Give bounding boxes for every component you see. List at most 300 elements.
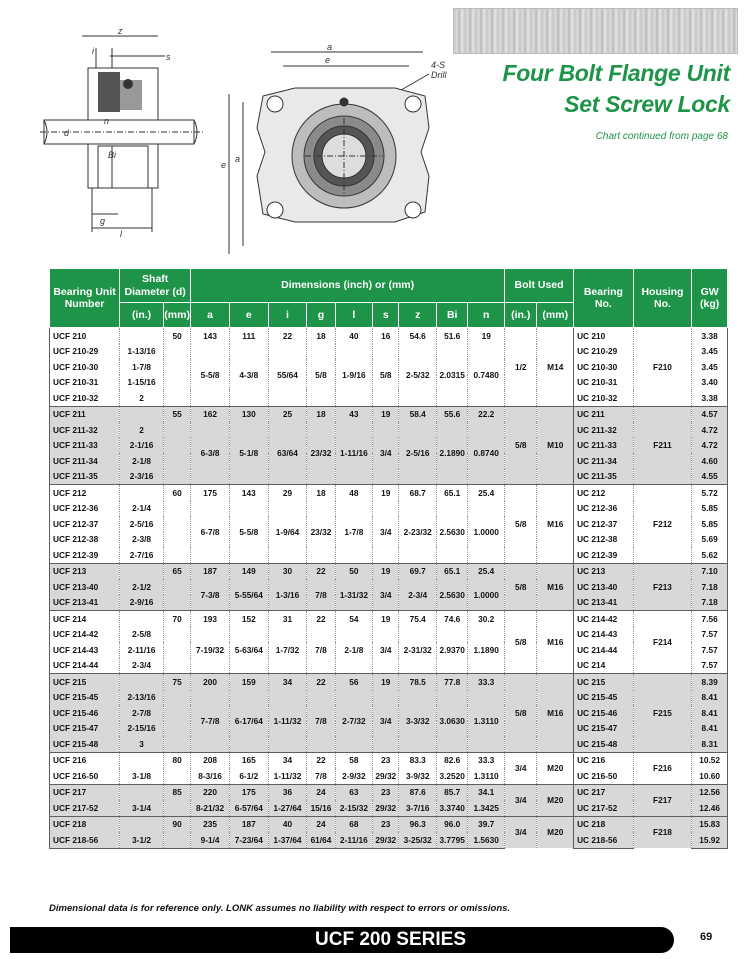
cell-dim-e-in: 6-1/2 xyxy=(229,768,268,784)
cell-model: UCF 218-56 xyxy=(50,832,120,848)
table-row xyxy=(50,627,728,643)
cell-dim-a-mm: 235 xyxy=(191,816,230,832)
cell-model: UCF 211-35 xyxy=(50,469,120,485)
cell-dim-s-mm: 19 xyxy=(373,674,399,690)
cell-dim-bi-mm: 65.1 xyxy=(437,485,468,501)
cell-bolt-mm: M10 xyxy=(537,406,574,485)
cell-dim-s-in: 29/32 xyxy=(373,768,399,784)
cell-bolt-in: 3/4 xyxy=(505,816,537,848)
cell-dim-g-mm: 18 xyxy=(307,485,335,501)
cell-dim-z-mm: 83.3 xyxy=(399,752,437,768)
cell-dim-a-in: 7-19/32 xyxy=(191,627,230,674)
cell-dim-e-mm: 187 xyxy=(229,816,268,832)
cell-shaft-in xyxy=(120,328,164,344)
cell-shaft-in xyxy=(120,752,164,768)
cell-bearing-no: UC 216-50 xyxy=(574,768,634,784)
label-Bi: Bi xyxy=(108,150,117,160)
cell-dim-e-mm: 111 xyxy=(229,328,268,344)
label-e-top: e xyxy=(325,55,331,65)
cell-shaft-in: 2-3/4 xyxy=(120,658,164,674)
cell-shaft-in xyxy=(120,674,164,690)
cell-dim-z-mm: 68.7 xyxy=(399,485,437,501)
cell-dim-e-in: 7-23/64 xyxy=(229,832,268,848)
cell-dim-s-in: 3/4 xyxy=(373,422,399,485)
cell-model: UCF 211-32 xyxy=(50,422,120,438)
cell-dim-l-mm: 54 xyxy=(335,611,373,627)
col-bolt-used: Bolt Used xyxy=(505,269,574,303)
cell-model: UCF 213-40 xyxy=(50,579,120,595)
cell-dim-i-mm: 29 xyxy=(268,485,307,501)
table-row xyxy=(50,563,728,579)
cell-weight: 3.40 xyxy=(692,375,728,391)
cell-bolt-in: 5/8 xyxy=(505,485,537,564)
cell-housing-no: F210 xyxy=(633,328,692,407)
series-label: UCF 200 SERIES xyxy=(315,929,466,950)
cell-dim-z-in: 3-25/32 xyxy=(399,832,437,848)
cell-model: UCF 212-38 xyxy=(50,532,120,548)
cell-dim-n-mm: 19 xyxy=(468,328,505,344)
cell-shaft-mm: 65 xyxy=(164,563,191,579)
cell-model: UCF 210-31 xyxy=(50,375,120,391)
cell-dim-n-in: 1.3110 xyxy=(468,768,505,784)
cell-model: UCF 217-52 xyxy=(50,800,120,816)
cell-shaft-in: 2-5/8 xyxy=(120,627,164,643)
cell-shaft-mm: 75 xyxy=(164,674,191,690)
cell-shaft-in: 3-1/2 xyxy=(120,832,164,848)
cell-model: UCF 210-29 xyxy=(50,344,120,360)
page-subtitle: Set Screw Lock xyxy=(564,91,730,117)
cell-dim-bi-in: 2.5630 xyxy=(437,579,468,611)
cell-dim-g-mm: 24 xyxy=(307,816,335,832)
cell-weight: 7.57 xyxy=(692,642,728,658)
cell-weight: 4.57 xyxy=(692,406,728,422)
table-row xyxy=(50,752,728,768)
cell-dim-s-mm: 19 xyxy=(373,611,399,627)
cell-bearing-no: UC 213-40 xyxy=(574,579,634,595)
cell-weight: 12.46 xyxy=(692,800,728,816)
cell-dim-s-mm: 19 xyxy=(373,563,399,579)
table-row xyxy=(50,832,728,848)
cell-dim-g-in: 7/8 xyxy=(307,768,335,784)
col-bearing-unit: Bearing Unit Number xyxy=(50,269,120,328)
cell-dim-a-mm: 162 xyxy=(191,406,230,422)
cell-housing-no: F212 xyxy=(633,485,692,564)
cell-dim-g-in: 15/16 xyxy=(307,800,335,816)
cell-dim-l-in: 1-9/16 xyxy=(335,344,373,407)
cell-housing-no: F217 xyxy=(633,784,692,816)
cell-bearing-no: UC 210-29 xyxy=(574,344,634,360)
cell-dim-n-in: 1.3110 xyxy=(468,690,505,753)
cell-weight: 3.38 xyxy=(692,328,728,344)
cell-dim-e-mm: 152 xyxy=(229,611,268,627)
cell-shaft-mm xyxy=(164,579,191,611)
cell-dim-e-in: 5-5/8 xyxy=(229,501,268,564)
cell-shaft-in: 2 xyxy=(120,422,164,438)
cell-shaft-mm xyxy=(164,422,191,485)
side-view-drawing xyxy=(40,28,212,240)
cell-model: UCF 215-47 xyxy=(50,721,120,737)
cell-dim-z-in: 2-5/16 xyxy=(399,422,437,485)
cell-bolt-mm: M16 xyxy=(537,485,574,564)
cell-model: UCF 214-42 xyxy=(50,627,120,643)
cell-bearing-no: UC 215 xyxy=(574,674,634,690)
cell-dim-bi-mm: 82.6 xyxy=(437,752,468,768)
cell-bolt-mm: M16 xyxy=(537,674,574,753)
cell-weight: 7.57 xyxy=(692,627,728,643)
cell-dim-z-mm: 69.7 xyxy=(399,563,437,579)
cell-dim-e-in: 5-63/64 xyxy=(229,627,268,674)
cell-shaft-in: 2-3/8 xyxy=(120,532,164,548)
cell-dim-a-mm: 193 xyxy=(191,611,230,627)
cell-housing-no: F218 xyxy=(633,816,692,848)
cell-bearing-no: UC 214-43 xyxy=(574,627,634,643)
cell-weight: 7.10 xyxy=(692,563,728,579)
cell-bearing-no: UC 210 xyxy=(574,328,634,344)
cell-shaft-in xyxy=(120,611,164,627)
col-housing-no: Housing No. xyxy=(633,269,692,328)
cell-dim-z-in: 2-23/32 xyxy=(399,501,437,564)
cell-dim-i-in: 1-9/64 xyxy=(268,501,307,564)
col-n: n xyxy=(468,303,505,328)
table-row xyxy=(50,328,728,344)
cell-dim-bi-in: 3.7795 xyxy=(437,832,468,848)
cell-dim-l-in: 2-11/16 xyxy=(335,832,373,848)
cell-bearing-no: UC 212-36 xyxy=(574,501,634,517)
table-row xyxy=(50,690,728,706)
cell-dim-bi-in: 2.0315 xyxy=(437,344,468,407)
disclaimer: Dimensional data is for reference only. LONK assumes no liability with respect to errors or omissions. xyxy=(49,903,511,914)
cell-weight: 4.55 xyxy=(692,469,728,485)
cell-weight: 12.56 xyxy=(692,784,728,800)
cell-dim-i-in: 1-11/32 xyxy=(268,690,307,753)
cell-weight: 8.41 xyxy=(692,690,728,706)
cell-weight: 3.45 xyxy=(692,359,728,375)
cell-dim-n-mm: 33.3 xyxy=(468,674,505,690)
label-n: n xyxy=(104,116,110,126)
page-number: 69 xyxy=(700,931,713,943)
col-shaft-mm: (mm) xyxy=(164,303,191,328)
cell-dim-l-mm: 40 xyxy=(335,328,373,344)
cell-dim-a-mm: 220 xyxy=(191,784,230,800)
table-row xyxy=(50,611,728,627)
label-a-side: a xyxy=(235,154,241,164)
cell-dim-g-mm: 22 xyxy=(307,611,335,627)
page-title: Four Bolt Flange Unit xyxy=(502,60,730,86)
cell-bolt-mm: M16 xyxy=(537,563,574,611)
table-row xyxy=(50,422,728,438)
cell-model: UCF 214 xyxy=(50,611,120,627)
label-i: i xyxy=(92,46,94,56)
table-row xyxy=(50,816,728,832)
cell-dim-n-mm: 33.3 xyxy=(468,752,505,768)
cell-bolt-mm: M20 xyxy=(537,816,574,848)
cell-shaft-in: 2-9/16 xyxy=(120,595,164,611)
cell-shaft-mm xyxy=(164,344,191,407)
cell-dim-g-in: 7/8 xyxy=(307,690,335,753)
cell-model: UCF 211 xyxy=(50,406,120,422)
cell-shaft-in: 2 xyxy=(120,390,164,406)
series-bar xyxy=(10,927,674,953)
cell-shaft-in xyxy=(120,784,164,800)
cell-weight: 4.72 xyxy=(692,438,728,454)
cell-dim-a-mm: 175 xyxy=(191,485,230,501)
cell-shaft-in: 3 xyxy=(120,736,164,752)
cell-dim-n-mm: 34.1 xyxy=(468,784,505,800)
cell-dim-s-mm: 23 xyxy=(373,784,399,800)
cell-dim-l-mm: 63 xyxy=(335,784,373,800)
col-shaft-in: (in.) xyxy=(120,303,164,328)
cell-bolt-mm: M14 xyxy=(537,328,574,407)
cell-model: UCF 215-48 xyxy=(50,736,120,752)
cell-housing-no: F213 xyxy=(633,563,692,611)
cell-dim-n-in: 0.8740 xyxy=(468,422,505,485)
cell-model: UCF 218 xyxy=(50,816,120,832)
cell-dim-s-mm: 19 xyxy=(373,485,399,501)
cell-dim-z-in: 2-5/32 xyxy=(399,344,437,407)
cell-bearing-no: UC 218 xyxy=(574,816,634,832)
cell-dim-e-mm: 149 xyxy=(229,563,268,579)
cell-shaft-in: 1-15/16 xyxy=(120,375,164,391)
cell-bolt-in: 1/2 xyxy=(505,328,537,407)
cell-housing-no: F215 xyxy=(633,674,692,753)
cell-bearing-no: UC 217-52 xyxy=(574,800,634,816)
col-bearing-no: Bearing No. xyxy=(574,269,634,328)
cell-dim-a-in: 7-3/8 xyxy=(191,579,230,611)
cell-shaft-mm: 90 xyxy=(164,816,191,832)
cell-dim-z-mm: 87.6 xyxy=(399,784,437,800)
col-gw: GW (kg) xyxy=(692,269,728,328)
cell-weight: 8.31 xyxy=(692,736,728,752)
table-row xyxy=(50,800,728,816)
cell-dim-a-in: 6-3/8 xyxy=(191,422,230,485)
cell-dim-bi-mm: 74.6 xyxy=(437,611,468,627)
cell-dim-bi-mm: 77.8 xyxy=(437,674,468,690)
cell-shaft-in: 2-15/16 xyxy=(120,721,164,737)
label-z: z xyxy=(118,28,123,36)
cell-dim-i-mm: 34 xyxy=(268,674,307,690)
cell-dim-a-mm: 208 xyxy=(191,752,230,768)
cell-dim-s-in: 3/4 xyxy=(373,627,399,674)
cell-bearing-no: UC 213 xyxy=(574,563,634,579)
cell-dim-e-in: 4-3/8 xyxy=(229,344,268,407)
cell-dim-i-mm: 36 xyxy=(268,784,307,800)
label-4s: 4-S xyxy=(431,60,446,70)
cell-bearing-no: UC 213-41 xyxy=(574,595,634,611)
cell-dim-g-mm: 22 xyxy=(307,752,335,768)
cell-bearing-no: UC 210-32 xyxy=(574,390,634,406)
cell-dim-z-mm: 78.5 xyxy=(399,674,437,690)
cell-housing-no: F216 xyxy=(633,752,692,784)
cell-dim-z-in: 3-3/32 xyxy=(399,690,437,753)
cell-shaft-mm xyxy=(164,501,191,564)
cell-shaft-in xyxy=(120,816,164,832)
cell-dim-a-in: 8-21/32 xyxy=(191,800,230,816)
cell-dim-e-mm: 165 xyxy=(229,752,268,768)
cell-dim-a-in: 6-7/8 xyxy=(191,501,230,564)
cell-shaft-in: 2-7/16 xyxy=(120,547,164,563)
cell-dim-l-mm: 56 xyxy=(335,674,373,690)
cell-dim-a-in: 5-5/8 xyxy=(191,344,230,407)
cell-dim-g-in: 7/8 xyxy=(307,627,335,674)
cell-weight: 5.69 xyxy=(692,532,728,548)
cell-dim-bi-in: 2.1890 xyxy=(437,422,468,485)
table-row xyxy=(50,674,728,690)
specification-table xyxy=(49,268,728,849)
cell-shaft-in xyxy=(120,406,164,422)
cell-dim-l-mm: 43 xyxy=(335,406,373,422)
cell-model: UCF 215 xyxy=(50,674,120,690)
cell-model: UCF 213-41 xyxy=(50,595,120,611)
cell-shaft-mm: 70 xyxy=(164,611,191,627)
cell-dim-l-mm: 68 xyxy=(335,816,373,832)
cell-dim-z-in: 3-7/16 xyxy=(399,800,437,816)
continued-note: Chart continued from page 68 xyxy=(595,131,728,142)
cell-dim-g-mm: 24 xyxy=(307,784,335,800)
cell-bearing-no: UC 214 xyxy=(574,658,634,674)
cell-model: UCF 216-50 xyxy=(50,768,120,784)
cell-dim-g-in: 7/8 xyxy=(307,579,335,611)
label-drill: Drill xyxy=(431,70,447,80)
cell-dim-g-mm: 18 xyxy=(307,406,335,422)
cell-weight: 5.72 xyxy=(692,485,728,501)
col-i: i xyxy=(268,303,307,328)
cell-dim-bi-mm: 65.1 xyxy=(437,563,468,579)
cell-bearing-no: UC 212-39 xyxy=(574,547,634,563)
label-d: d xyxy=(64,128,70,138)
cell-model: UCF 215-46 xyxy=(50,705,120,721)
cell-model: UCF 212-36 xyxy=(50,501,120,517)
cell-dim-n-mm: 39.7 xyxy=(468,816,505,832)
cell-dim-z-in: 2-3/4 xyxy=(399,579,437,611)
cell-dim-a-mm: 200 xyxy=(191,674,230,690)
cell-dim-i-in: 1-7/32 xyxy=(268,627,307,674)
cell-dim-bi-in: 2.5630 xyxy=(437,501,468,564)
cell-model: UCF 212-39 xyxy=(50,547,120,563)
cell-dim-n-in: 1.1890 xyxy=(468,627,505,674)
cell-weight: 15.92 xyxy=(692,832,728,848)
cell-bearing-no: UC 214-42 xyxy=(574,611,634,627)
col-bolt-mm: (mm) xyxy=(537,303,574,328)
front-view-drawing xyxy=(205,42,475,262)
cell-dim-bi-in: 3.0630 xyxy=(437,690,468,753)
col-e: e xyxy=(229,303,268,328)
cell-shaft-mm: 55 xyxy=(164,406,191,422)
cell-dim-s-in: 29/32 xyxy=(373,800,399,816)
cell-housing-no: F214 xyxy=(633,611,692,674)
cell-shaft-mm xyxy=(164,800,191,816)
cell-shaft-in: 2-7/8 xyxy=(120,705,164,721)
cell-shaft-in: 3-1/8 xyxy=(120,768,164,784)
cell-dim-e-in: 6-17/64 xyxy=(229,690,268,753)
table-row xyxy=(50,485,728,501)
cell-bearing-no: UC 211-35 xyxy=(574,469,634,485)
cell-shaft-in xyxy=(120,563,164,579)
cell-dim-a-in: 7-7/8 xyxy=(191,690,230,753)
cell-weight: 7.18 xyxy=(692,595,728,611)
cell-dim-l-in: 2-15/32 xyxy=(335,800,373,816)
cell-dim-bi-mm: 55.6 xyxy=(437,406,468,422)
cell-dim-bi-mm: 51.6 xyxy=(437,328,468,344)
cell-dim-e-mm: 130 xyxy=(229,406,268,422)
cell-dim-g-in: 23/32 xyxy=(307,501,335,564)
cell-dim-n-in: 1.3425 xyxy=(468,800,505,816)
cell-bearing-no: UC 218-56 xyxy=(574,832,634,848)
cell-bolt-mm: M20 xyxy=(537,784,574,816)
cell-weight: 8.41 xyxy=(692,721,728,737)
cell-weight: 8.39 xyxy=(692,674,728,690)
table-row xyxy=(50,344,728,360)
col-bi: Bi xyxy=(437,303,468,328)
col-s: s xyxy=(373,303,399,328)
cell-model: UCF 210-32 xyxy=(50,390,120,406)
cell-dim-z-mm: 58.4 xyxy=(399,406,437,422)
cell-bearing-no: UC 215-45 xyxy=(574,690,634,706)
cell-model: UCF 214-44 xyxy=(50,658,120,674)
table-row xyxy=(50,768,728,784)
cell-model: UCF 212-37 xyxy=(50,516,120,532)
cell-weight: 7.18 xyxy=(692,579,728,595)
cell-dim-s-in: 29/32 xyxy=(373,832,399,848)
cell-model: UCF 210 xyxy=(50,328,120,344)
cell-dim-n-mm: 30.2 xyxy=(468,611,505,627)
cell-model: UCF 211-33 xyxy=(50,438,120,454)
cell-shaft-in: 2-1/4 xyxy=(120,501,164,517)
cell-shaft-in: 2-1/8 xyxy=(120,453,164,469)
cell-shaft-in: 2-1/2 xyxy=(120,579,164,595)
cell-bolt-mm: M20 xyxy=(537,752,574,784)
cell-dim-z-in: 2-31/32 xyxy=(399,627,437,674)
col-bolt-in: (in.) xyxy=(505,303,537,328)
cell-dim-e-mm: 143 xyxy=(229,485,268,501)
cell-dim-l-in: 1-7/8 xyxy=(335,501,373,564)
cell-bolt-in: 3/4 xyxy=(505,752,537,784)
cell-dim-l-in: 2-7/32 xyxy=(335,690,373,753)
cell-dim-a-mm: 143 xyxy=(191,328,230,344)
cell-dim-i-in: 55/64 xyxy=(268,344,307,407)
cell-weight: 7.57 xyxy=(692,658,728,674)
label-e-side: e xyxy=(221,160,227,170)
cell-bearing-no: UC 217 xyxy=(574,784,634,800)
cell-weight: 4.72 xyxy=(692,422,728,438)
cell-dim-s-mm: 23 xyxy=(373,752,399,768)
cell-bearing-no: UC 210-30 xyxy=(574,359,634,375)
col-shaft-diameter: Shaft Diameter (d) xyxy=(120,269,191,303)
cell-shaft-in: 3-1/4 xyxy=(120,800,164,816)
cell-dim-bi-in: 3.3740 xyxy=(437,800,468,816)
cell-shaft-mm: 50 xyxy=(164,328,191,344)
cell-weight: 8.41 xyxy=(692,705,728,721)
cell-weight: 5.62 xyxy=(692,547,728,563)
cell-dim-i-in: 1-27/64 xyxy=(268,800,307,816)
cell-dim-n-in: 1.5630 xyxy=(468,832,505,848)
cell-shaft-mm: 85 xyxy=(164,784,191,800)
cell-dim-s-in: 3/4 xyxy=(373,579,399,611)
cell-dim-i-mm: 40 xyxy=(268,816,307,832)
cell-weight: 10.52 xyxy=(692,752,728,768)
cell-dim-i-mm: 25 xyxy=(268,406,307,422)
cell-dim-z-mm: 75.4 xyxy=(399,611,437,627)
cell-weight: 7.56 xyxy=(692,611,728,627)
cell-shaft-in: 2-11/16 xyxy=(120,642,164,658)
table-row xyxy=(50,501,728,517)
cell-model: UCF 211-34 xyxy=(50,453,120,469)
table-row xyxy=(50,784,728,800)
cell-dim-i-mm: 31 xyxy=(268,611,307,627)
cell-dim-e-in: 6-57/64 xyxy=(229,800,268,816)
cell-weight: 10.60 xyxy=(692,768,728,784)
cell-bearing-no: UC 211 xyxy=(574,406,634,422)
cell-dim-s-in: 3/4 xyxy=(373,690,399,753)
